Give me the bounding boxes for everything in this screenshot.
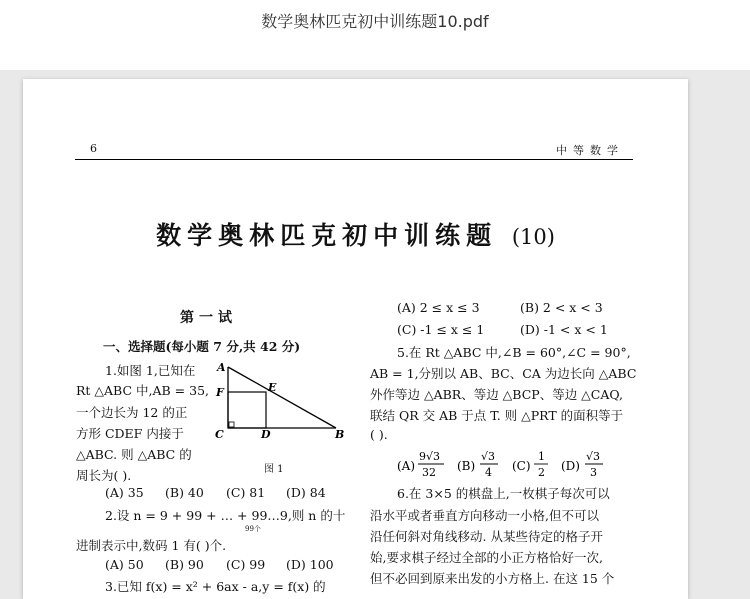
q1-option-a: (A) 35 xyxy=(105,485,144,500)
q4-option-a: (A) 2 ≤ x ≤ 3 xyxy=(397,300,480,315)
q5-option-d-label: (D) xyxy=(561,459,580,473)
viewer-titlebar xyxy=(0,0,750,70)
q6-line-1: 6.在 3×5 的棋盘上,一枚棋子每次可以 xyxy=(397,486,610,501)
journal-name: 中等数学 xyxy=(556,144,624,157)
q4-option-b: (B) 2 < x < 3 xyxy=(520,300,603,315)
q6-line-5: 但不必回到原来出发的小方格上. 在这 15 个 xyxy=(370,571,615,586)
q1-line-2: Rt △ABC 中,AB = 35, xyxy=(76,383,209,398)
q5-option-c-numerator: 1 xyxy=(538,450,545,463)
q4-option-c: (C) -1 ≤ x ≤ 1 xyxy=(397,322,485,337)
q5-option-a-denominator: 32 xyxy=(422,466,436,479)
q5-option-b-numerator: √3 xyxy=(481,450,496,463)
side-ab xyxy=(228,367,336,428)
q2-option-b: (B) 90 xyxy=(165,557,204,572)
q2-option-d: (D) 100 xyxy=(286,557,334,572)
q1-option-d: (D) 84 xyxy=(286,485,326,500)
q1-line-4: 方形 CDEF 内接于 xyxy=(76,426,184,441)
q4-option-d: (D) -1 < x < 1 xyxy=(520,322,608,337)
q5-option-a-label: (A) xyxy=(397,459,416,473)
q5-option-c-label: (C) xyxy=(512,459,531,473)
label-e: E xyxy=(268,381,277,394)
figure-1-caption: 图 1 xyxy=(264,464,284,475)
figure-1-triangle xyxy=(211,362,346,439)
q6-line-3: 沿任何斜对角线移动. 从某些待定的格子开 xyxy=(370,529,603,544)
label-a: A xyxy=(217,362,226,374)
q5-option-d-denominator: 3 xyxy=(590,466,597,479)
q1-line-3: 一个边长为 12 的正 xyxy=(76,405,188,420)
q5-option-d-numerator: √3 xyxy=(586,450,601,463)
q5-options xyxy=(395,445,635,481)
q1-option-b: (B) 40 xyxy=(165,485,204,500)
q5-line-3: 外作等边 △ABR、等边 △BCP、等边 △CAQ, xyxy=(370,387,623,402)
q5-line-1: 5.在 Rt △ABC 中,∠B = 60°,∠C = 90°, xyxy=(397,345,631,360)
title-text: 数学奥林匹克初中训练题 xyxy=(156,221,498,250)
q5-line-4: 联结 QR 交 AB 于点 T. 则 △PRT 的面积等于 xyxy=(370,408,624,423)
label-f: F xyxy=(216,386,224,399)
q1-option-c: (C) 81 xyxy=(226,485,266,500)
q6-line-2: 沿水平或者垂直方向移动一小格,但不可以 xyxy=(370,508,599,523)
part-heading: 一、选择题(每小题 7 分,共 42 分) xyxy=(103,339,301,354)
label-b: B xyxy=(335,428,345,439)
section-heading: 第一试 xyxy=(180,310,237,326)
title-number: (10) xyxy=(511,225,555,249)
q2-option-c: (C) 99 xyxy=(226,557,266,572)
page-title xyxy=(23,216,688,252)
q5-option-b-label: (B) xyxy=(457,459,476,473)
header-rule xyxy=(75,159,633,160)
q5-line-5: ( ). xyxy=(370,427,388,442)
q1-line-6: 周长为( ). xyxy=(76,468,132,483)
q5-option-c-denominator: 2 xyxy=(538,466,545,479)
q5-line-2: AB = 1,分别以 AB、BC、CA 为边长向 △ABC xyxy=(370,366,637,381)
q1-line-5: △ABC. 则 △ABC 的 xyxy=(76,447,192,462)
q5-option-a-numerator: 9√3 xyxy=(419,450,441,463)
label-d: D xyxy=(261,428,271,439)
q2-option-a: (A) 50 xyxy=(105,557,144,572)
pdf-page xyxy=(23,79,688,599)
q3-line-1: 3.已知 f(x) = x² + 6ax - a,y = f(x) 的 xyxy=(105,579,326,594)
q1-line-1: 1.如图 1,已知在 xyxy=(105,363,196,378)
q2-subscript: 99个 xyxy=(245,525,261,533)
page-number: 6 xyxy=(90,142,97,155)
right-angle-mark xyxy=(229,422,234,427)
q2-line-1: 2.设 n = 9 + 99 + … + 99…9,则 n 的十 xyxy=(105,508,346,523)
label-c: C xyxy=(215,428,224,439)
document-filename: 数学奥林匹克初中训练题10.pdf xyxy=(261,12,489,31)
q6-line-4: 始,要求棋子经过全部的小正方格恰好一次, xyxy=(370,550,603,565)
q2-line-2: 进制表示中,数码 1 有( )个. xyxy=(76,538,227,553)
q5-option-b-denominator: 4 xyxy=(485,466,492,479)
